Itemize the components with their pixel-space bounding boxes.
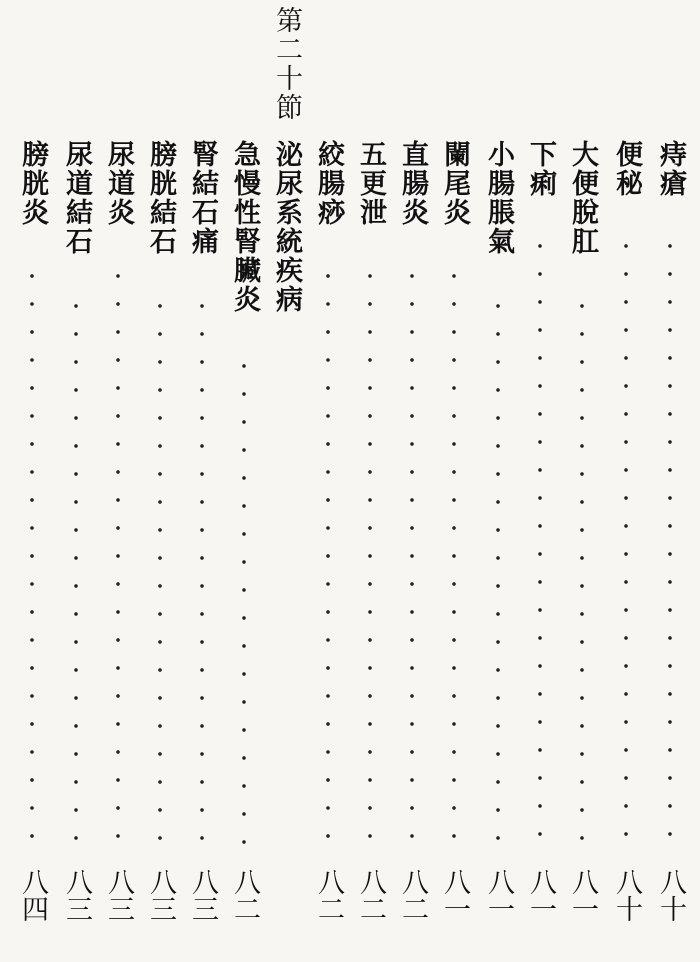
entry-title: 闌尾炎: [439, 140, 470, 227]
entry-title: 尿道炎: [103, 140, 134, 227]
dot-leader: [30, 262, 34, 852]
dot-leader: [368, 262, 372, 852]
toc-entry[interactable]: [348, 0, 392, 962]
toc-entry[interactable]: [222, 0, 266, 962]
entry-title: 直腸炎: [397, 140, 428, 227]
dot-leader: [538, 232, 542, 852]
toc-entry[interactable]: [306, 0, 350, 962]
entry-title: 小腸脹氣: [483, 140, 514, 256]
dot-leader: [668, 232, 672, 852]
entry-title: 痔瘡: [655, 140, 686, 198]
entry-title: 膀胱結石: [145, 140, 176, 256]
entry-page-number: 八一: [439, 868, 470, 922]
entry-title: 膀胱炎: [17, 140, 48, 227]
toc-entry[interactable]: [54, 0, 98, 962]
dot-leader: [242, 352, 246, 852]
entry-page-number: 八二: [229, 868, 260, 922]
section-title: 泌尿系統疾病: [271, 140, 302, 314]
dot-leader: [580, 292, 584, 852]
dot-leader: [496, 292, 500, 852]
entry-title: 絞腸痧: [313, 140, 344, 227]
toc-entry[interactable]: [476, 0, 520, 962]
section-header: 第二十節: [271, 6, 302, 122]
dot-leader: [200, 292, 204, 852]
entry-title: 五更泄: [355, 140, 386, 227]
toc-entry[interactable]: [138, 0, 182, 962]
dot-leader: [158, 292, 162, 852]
entry-title: 便秘: [611, 140, 642, 198]
toc-entry[interactable]: [432, 0, 476, 962]
dot-leader: [74, 292, 78, 852]
toc-entry[interactable]: [604, 0, 648, 962]
entry-title: 下痢: [525, 140, 556, 198]
entry-page-number: 八二: [355, 868, 386, 922]
toc-entry[interactable]: [96, 0, 140, 962]
dot-leader: [116, 262, 120, 852]
toc-entry[interactable]: [390, 0, 434, 962]
entry-title: 尿道結石: [61, 140, 92, 256]
entry-page-number: 八三: [103, 868, 134, 922]
toc-entry[interactable]: [518, 0, 562, 962]
toc-entry[interactable]: [10, 0, 54, 962]
toc-entry[interactable]: [648, 0, 692, 962]
toc-entry[interactable]: [180, 0, 224, 962]
entry-page-number: 八一: [483, 868, 514, 922]
entry-page-number: 八三: [187, 868, 218, 922]
entry-page-number: 八二: [313, 868, 344, 922]
entry-page-number: 八一: [525, 868, 556, 922]
entry-page-number: 八一: [567, 868, 598, 922]
entry-title: 腎結石痛: [187, 140, 218, 256]
entry-title: 急慢性腎臟炎: [229, 140, 260, 314]
entry-page-number: 八四: [17, 868, 48, 922]
dot-leader: [624, 232, 628, 852]
entry-page-number: 八三: [61, 868, 92, 922]
entry-page-number: 八二: [397, 868, 428, 922]
entry-page-number: 八三: [145, 868, 176, 922]
section-column: [264, 0, 308, 962]
dot-leader: [326, 262, 330, 852]
entry-page-number: 八十: [655, 868, 686, 922]
dot-leader: [410, 262, 414, 852]
toc-entry[interactable]: [560, 0, 604, 962]
entry-page-number: 八十: [611, 868, 642, 922]
entry-title: 大便脫肛: [567, 140, 598, 256]
dot-leader: [452, 262, 456, 852]
